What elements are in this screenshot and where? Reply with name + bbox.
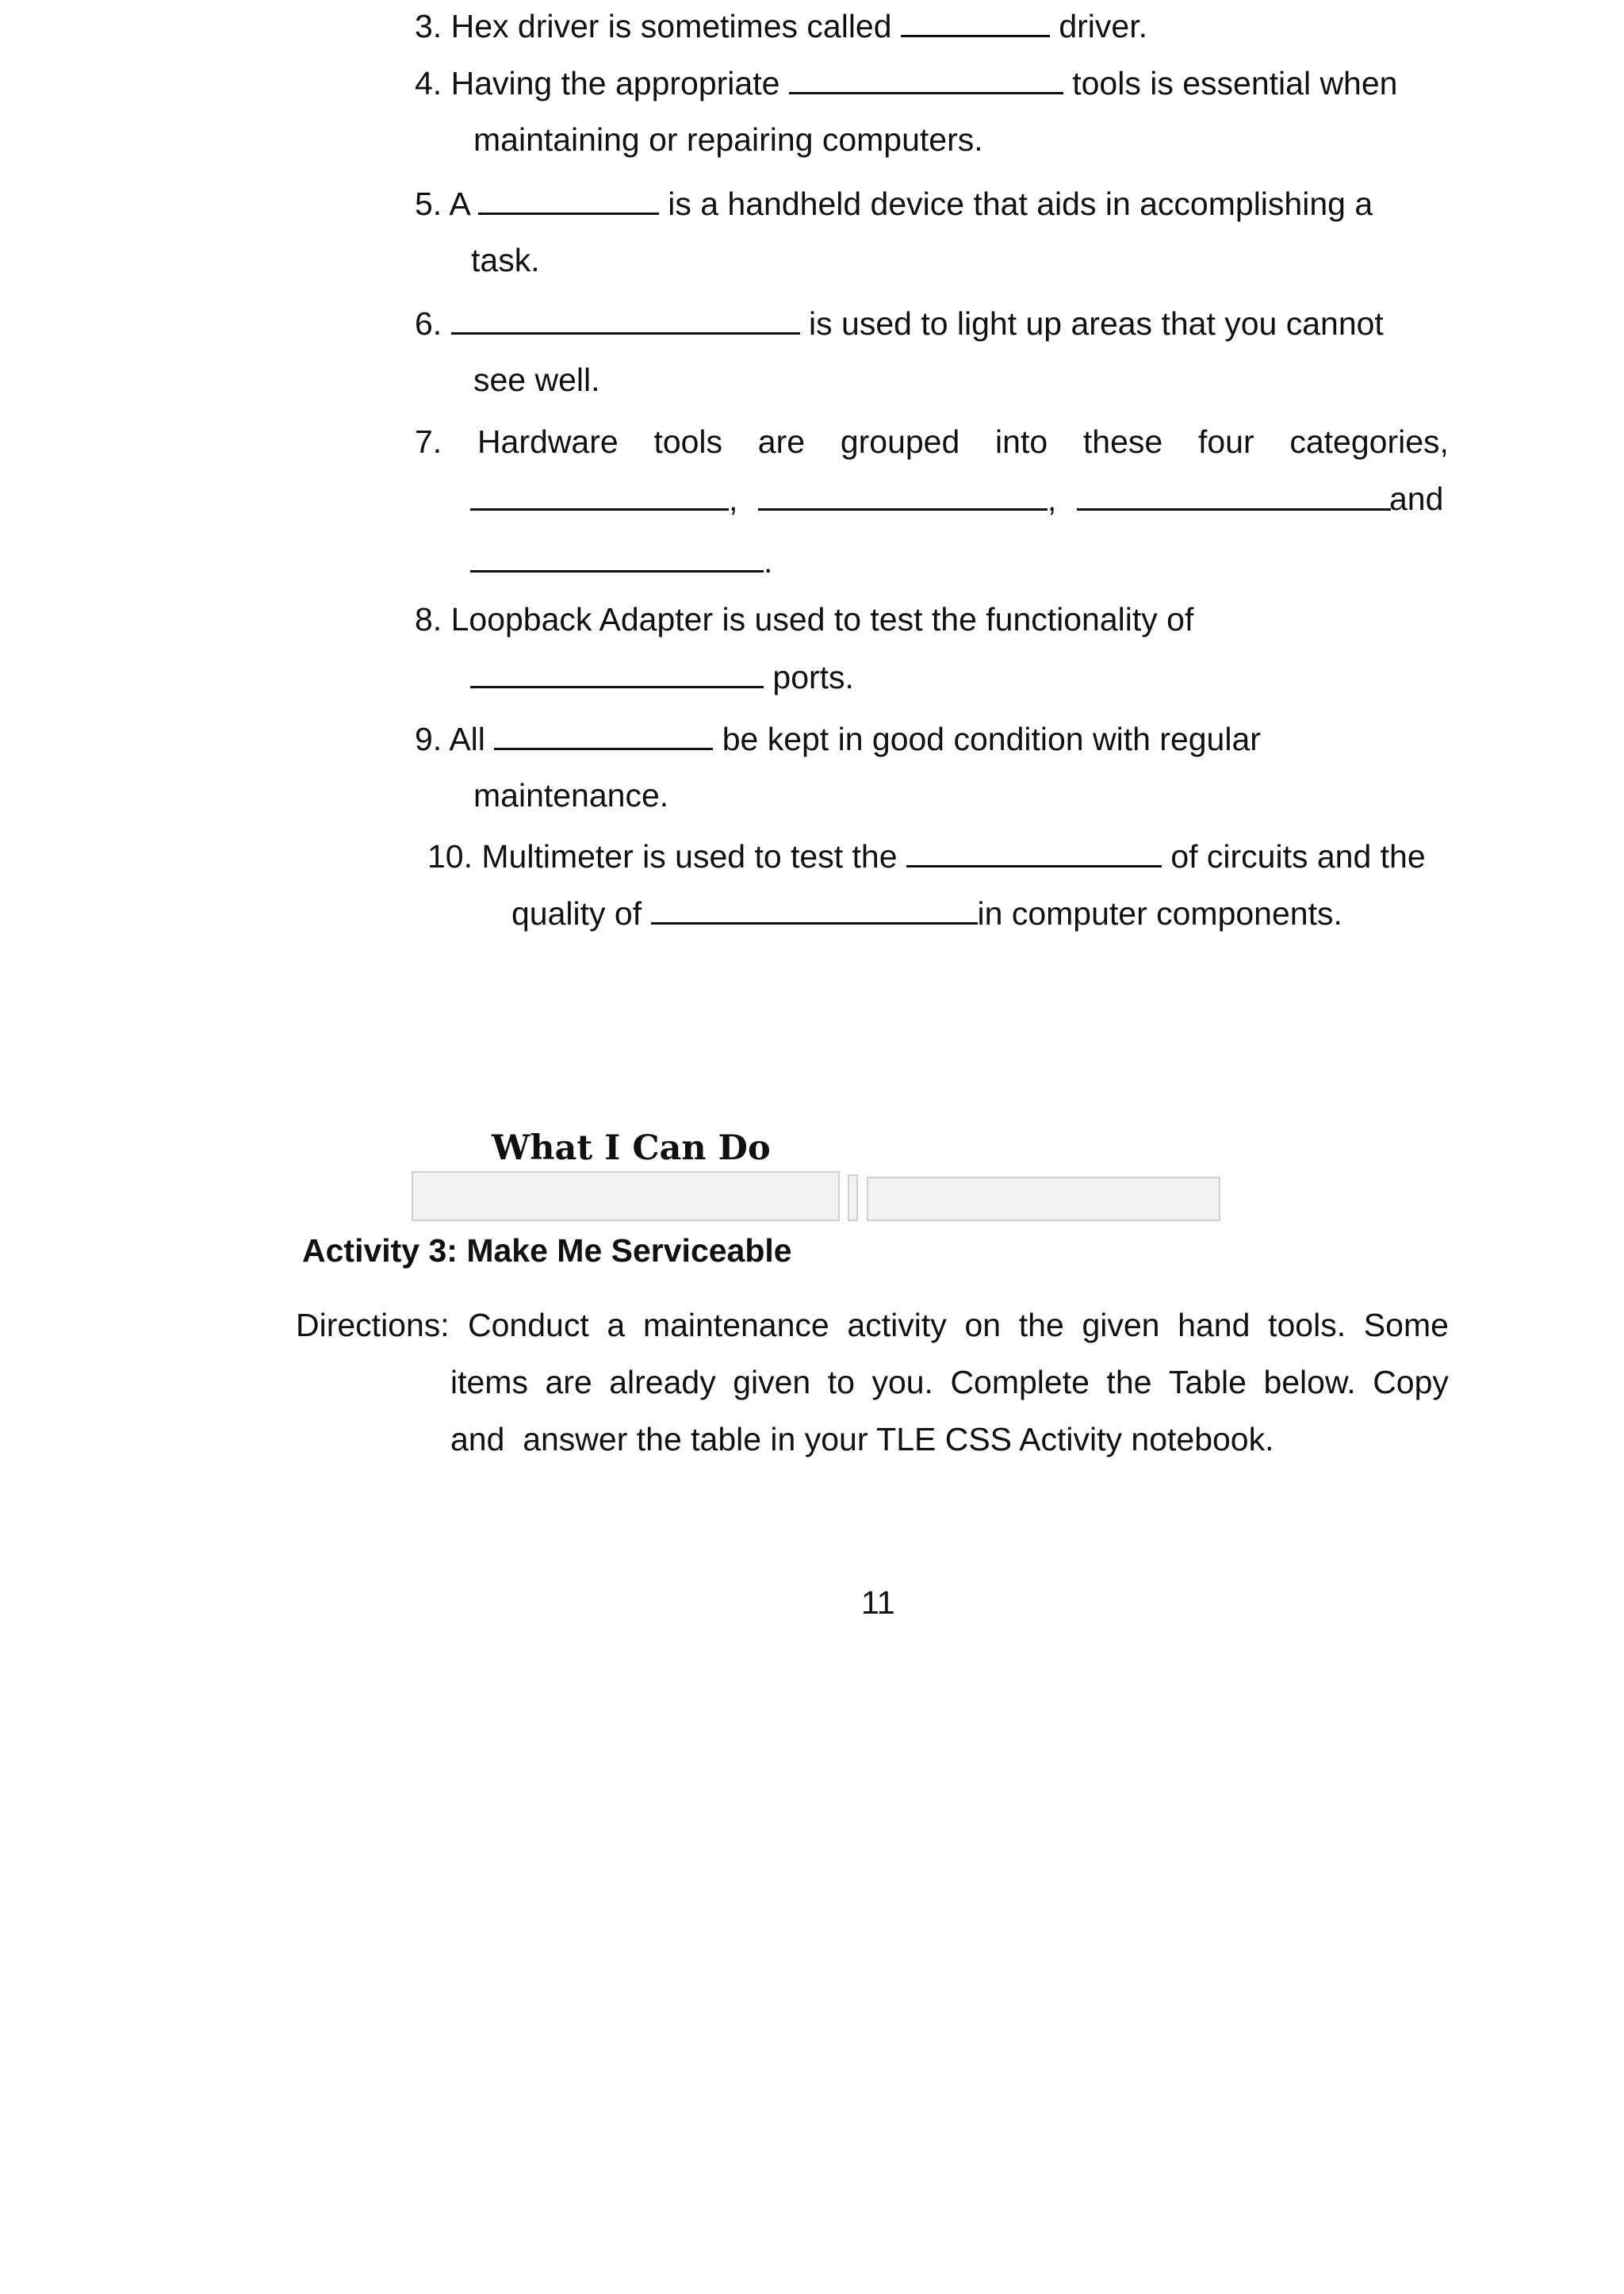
directions-line-2: [450, 1363, 1449, 1401]
question-10-line2-text: quality of: [511, 895, 642, 932]
question-5-suffix: is a handheld device that aids in accomplishing a: [668, 186, 1373, 222]
question-10: [427, 837, 1426, 875]
question-9: [415, 719, 1261, 758]
dir-word: on: [964, 1307, 1002, 1343]
answer-blank: [470, 480, 729, 511]
question-7-blanks: [470, 480, 1391, 519]
answer-blank: [470, 657, 764, 688]
question-3-text: 3. Hex driver is sometimes called: [415, 8, 892, 44]
answer-blank: [901, 6, 1050, 37]
dir-word: hand: [1178, 1307, 1251, 1343]
q7-word: Hardware: [477, 423, 619, 460]
question-6-number: 6.: [415, 305, 442, 342]
answer-blank: [651, 894, 978, 925]
page-number: 11: [861, 1584, 895, 1621]
dir-word: tools.: [1268, 1307, 1346, 1343]
dir-word: are: [545, 1364, 592, 1400]
answer-blank: [470, 542, 764, 573]
comma: ,: [729, 481, 738, 518]
q7-word: four: [1197, 423, 1254, 460]
question-8-suffix: ports.: [772, 659, 854, 695]
question-5-text: 5. A: [415, 186, 469, 222]
input-box-divider: [848, 1174, 858, 1221]
dir-word: already: [609, 1364, 716, 1400]
answer-blank: [789, 63, 1063, 94]
question-7-last-blank: [470, 542, 772, 580]
question-10-line2-suffix: in computer components.: [977, 895, 1342, 932]
dir-word: Complete: [950, 1364, 1090, 1400]
q7-word: 7.: [415, 423, 442, 460]
answer-blank: [451, 304, 800, 335]
directions-line-1: [468, 1306, 1449, 1344]
comma: ,: [1047, 481, 1057, 518]
question-6-suffix: is used to light up areas that you cannot: [809, 305, 1384, 342]
question-6: [415, 304, 1384, 343]
q7-word: tools: [653, 423, 723, 460]
question-9-suffix: be kept in good condition with regular: [722, 721, 1261, 757]
question-7: [415, 423, 1449, 461]
section-heading: What I Can Do: [492, 1128, 771, 1168]
dir-word: Conduct: [468, 1307, 589, 1343]
dir-word: Some: [1363, 1307, 1449, 1343]
directions-label: Directions:: [296, 1307, 450, 1343]
dir-word: given: [1082, 1307, 1160, 1343]
question-10-suffix: of circuits and the: [1170, 838, 1426, 875]
question-5-continuation: task.: [471, 242, 540, 278]
q7-word: categories,: [1289, 423, 1449, 460]
q7-word: these: [1082, 423, 1163, 460]
activity-title: Activity 3: Make Me Serviceable: [302, 1232, 792, 1269]
answer-blank: [478, 184, 659, 215]
input-box: [412, 1171, 840, 1221]
q7-word: grouped: [840, 423, 960, 460]
dir-word: Copy: [1373, 1364, 1449, 1400]
question-3-suffix: driver.: [1059, 8, 1147, 44]
input-box: [867, 1177, 1220, 1221]
question-10-text: 10. Multimeter is used to test the: [427, 838, 898, 875]
question-4-suffix: tools is essential when: [1072, 65, 1398, 101]
period: .: [764, 543, 773, 580]
dir-word: activity: [847, 1307, 947, 1343]
dir-word: given: [733, 1364, 811, 1400]
question-10-continuation: [511, 894, 1342, 933]
q7-and: and: [1389, 481, 1444, 517]
answer-blank: [1077, 480, 1391, 511]
question-4-continuation: maintaining or repairing computers.: [473, 121, 983, 158]
answer-blank: [494, 719, 713, 750]
dir-word: the: [1018, 1307, 1064, 1343]
q7-word: are: [757, 423, 806, 460]
question-3: [415, 6, 1147, 45]
question-9-continuation: maintenance.: [473, 777, 669, 814]
dir-word: below.: [1263, 1364, 1356, 1400]
dir-word: a: [607, 1307, 626, 1343]
question-8-continuation: [470, 657, 854, 696]
dir-word: to: [827, 1364, 855, 1400]
question-4-text: 4. Having the appropriate: [415, 65, 780, 101]
answer-blank: [758, 480, 1048, 511]
answer-blank: [906, 837, 1162, 867]
question-5: [415, 184, 1373, 223]
dir-word: you.: [871, 1364, 933, 1400]
question-8: 8. Loopback Adapter is used to test the functionality of: [415, 601, 1194, 638]
dir-word: items: [450, 1364, 528, 1400]
dir-word: Table: [1168, 1364, 1247, 1400]
q7-word: into: [995, 423, 1048, 460]
question-9-text: 9. All: [415, 721, 485, 757]
question-4: [415, 63, 1397, 102]
dir-word: maintenance: [642, 1307, 829, 1343]
directions-line-3: and answer the table in your TLE CSS Activity notebook.: [450, 1421, 1274, 1457]
question-6-continuation: see well.: [473, 362, 600, 398]
dir-word: the: [1106, 1364, 1152, 1400]
